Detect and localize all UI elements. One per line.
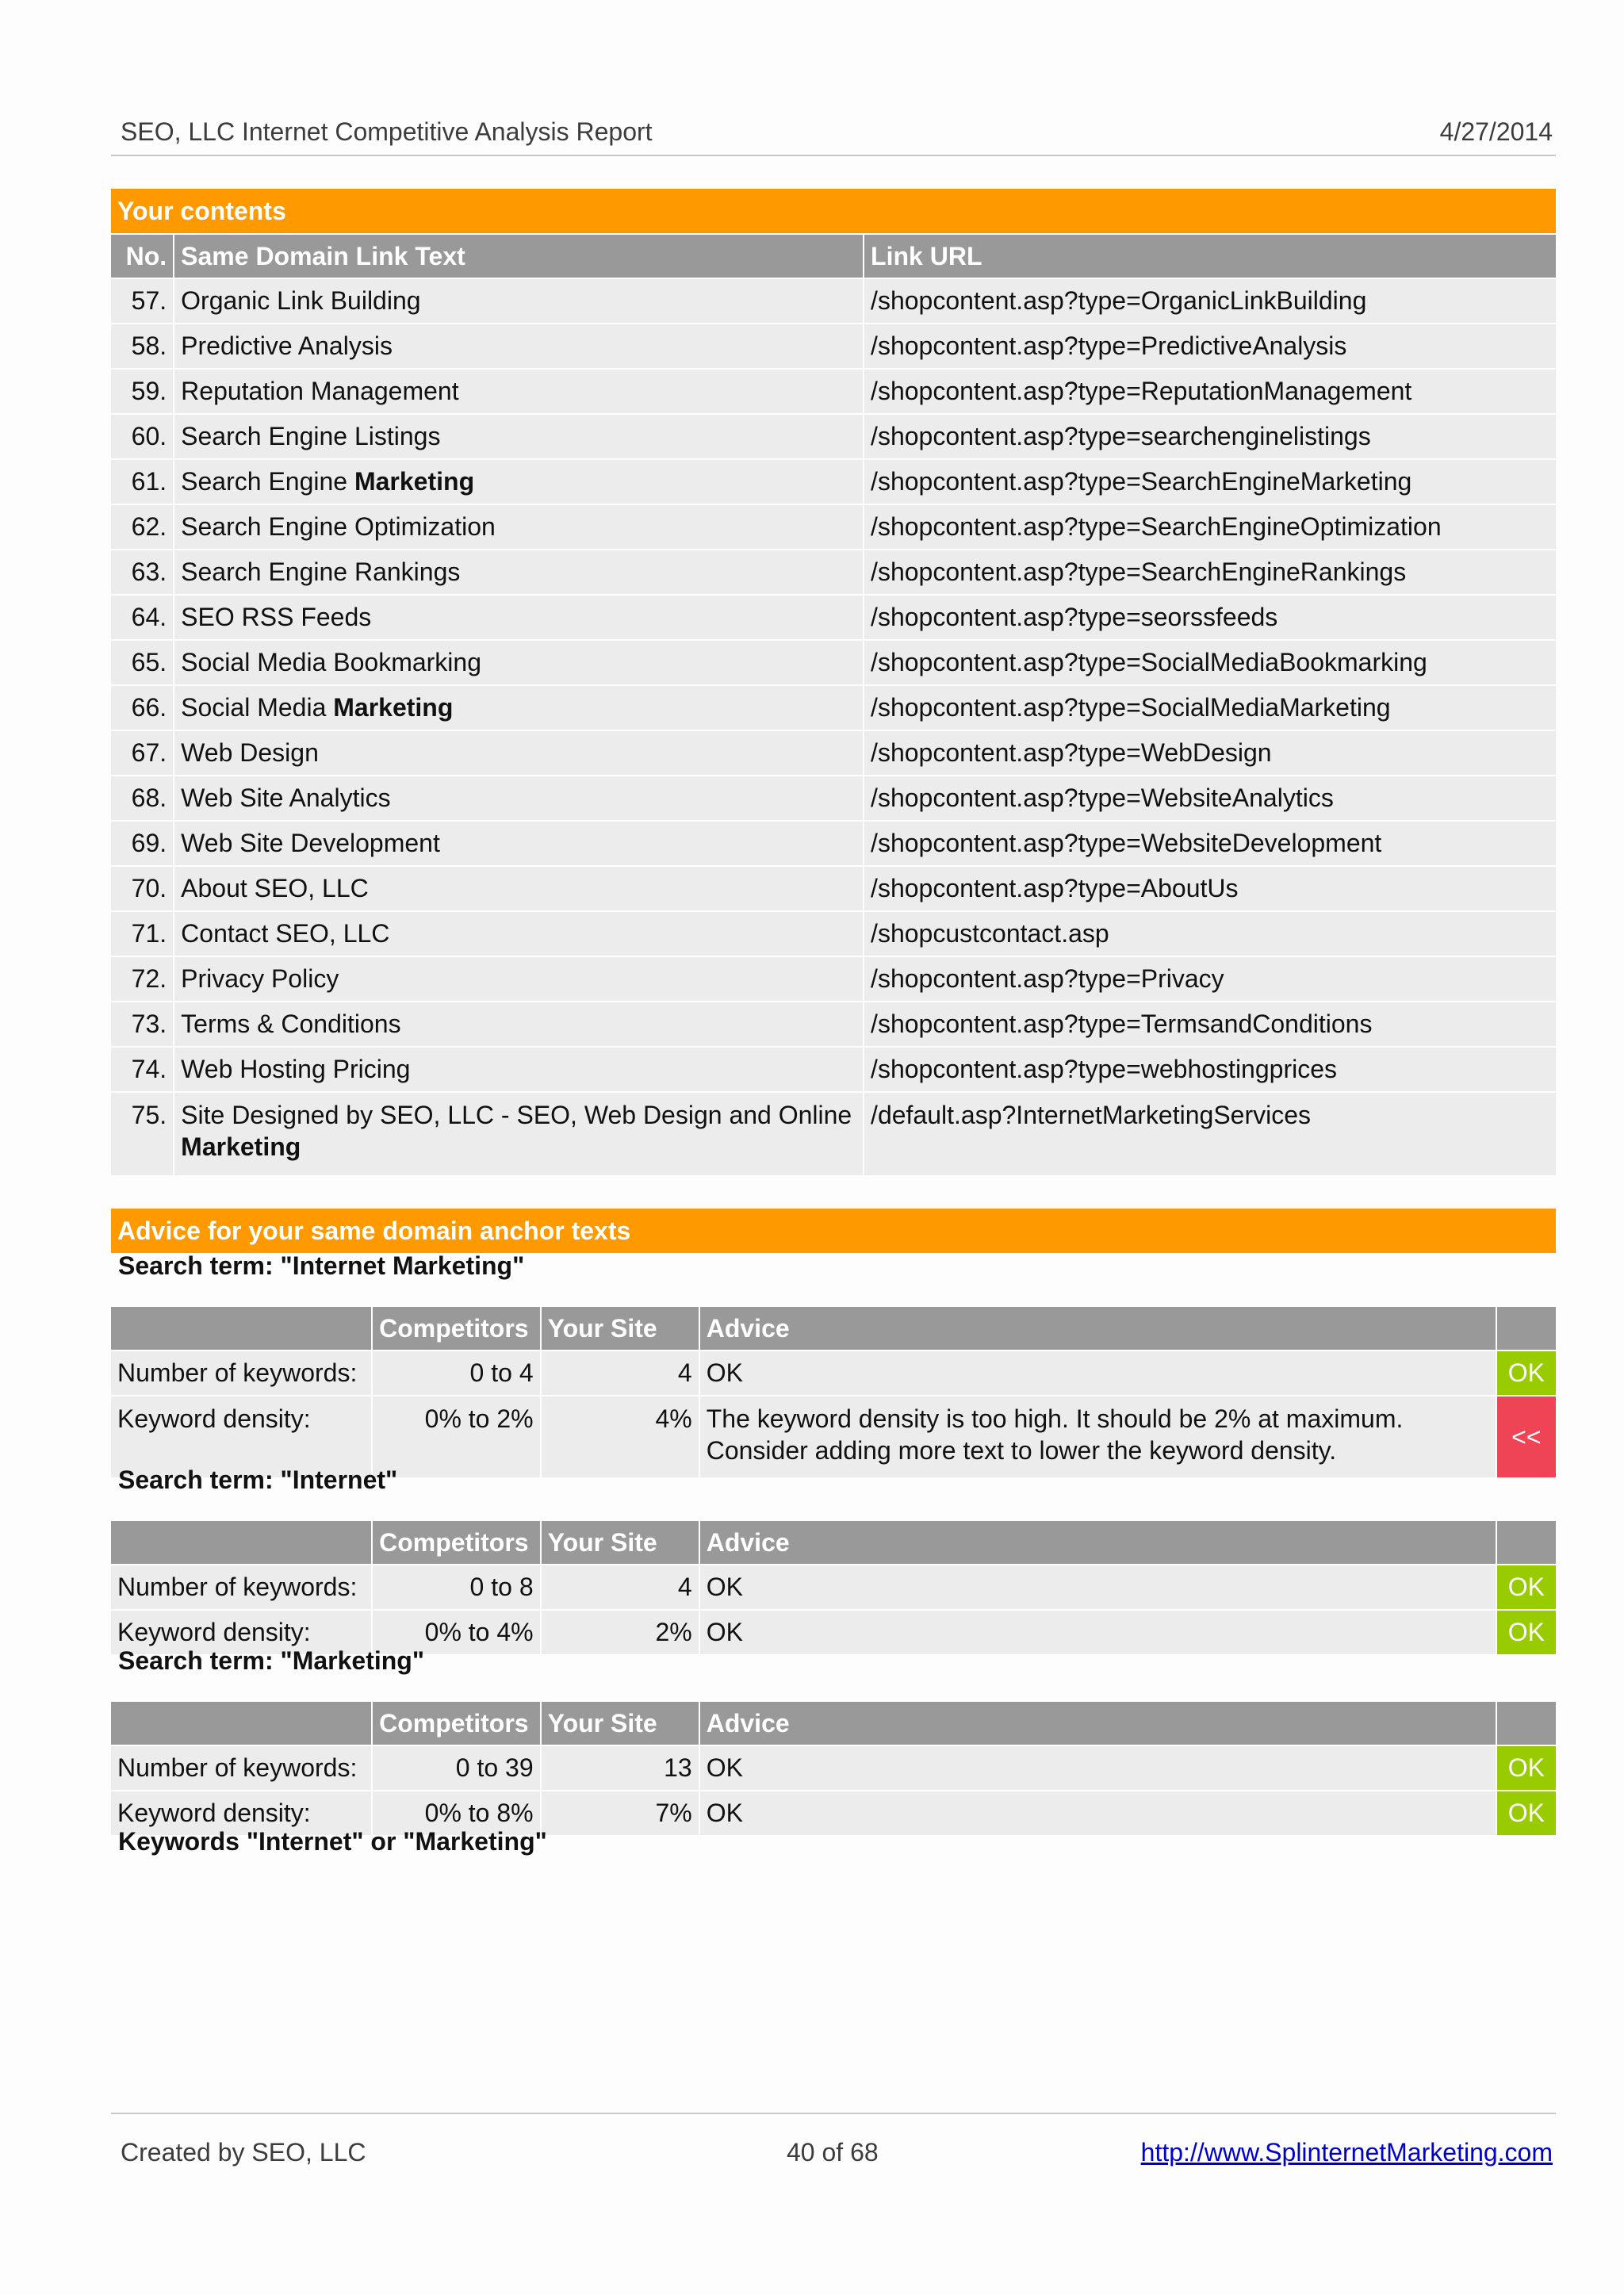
column-header-status xyxy=(1497,1521,1556,1564)
your-site-value: 7% xyxy=(542,1791,699,1835)
table-row xyxy=(111,912,1556,956)
table-row xyxy=(111,957,1556,1001)
footer-created-by: Created by SEO, LLC xyxy=(121,2138,366,2167)
column-header-advice: Advice xyxy=(700,1521,1496,1564)
row-number: 73. xyxy=(111,1002,173,1046)
page-footer xyxy=(121,2138,1553,2170)
column-header-competitors: Competitors xyxy=(373,1521,539,1564)
your-site-value: 13 xyxy=(542,1746,699,1790)
status-badge: OK xyxy=(1497,1791,1556,1835)
column-header-link-url: Link URL xyxy=(864,235,1556,278)
report-title: SEO, LLC Internet Competitive Analysis Report xyxy=(121,117,653,146)
link-text-plain: Site Designed by SEO, LLC - SEO, Web Design and Online xyxy=(181,1101,852,1129)
link-text-plain: About SEO, LLC xyxy=(181,874,369,902)
advice-table xyxy=(109,1519,1557,1656)
link-url: /shopcontent.asp?type=webhostingprices xyxy=(864,1048,1556,1091)
row-number: 74. xyxy=(111,1048,173,1091)
advice-text: OK xyxy=(700,1791,1496,1835)
link-url: /shopcontent.asp?type=PredictiveAnalysis xyxy=(864,324,1556,368)
link-text-bold: Marketing xyxy=(333,693,454,722)
link-text-plain: Web Site Analytics xyxy=(181,784,391,812)
status-badge: OK xyxy=(1497,1565,1556,1609)
link-text xyxy=(174,641,863,684)
link-text xyxy=(174,1093,863,1175)
table-row xyxy=(111,1048,1556,1091)
advice-section-header xyxy=(109,1207,1557,1255)
link-url: /shopcontent.asp?type=OrganicLinkBuilding xyxy=(864,279,1556,323)
your-site-value: 4 xyxy=(542,1351,699,1395)
contents-section-title: Your contents xyxy=(111,189,1556,233)
row-number: 60. xyxy=(111,415,173,458)
column-header-link-text: Same Domain Link Text xyxy=(174,235,863,278)
keywords-combined-label: Keywords "Internet" or "Marketing" xyxy=(118,1827,547,1856)
column-header-advice: Advice xyxy=(700,1307,1496,1350)
link-text-plain: Organic Link Building xyxy=(181,286,421,315)
table-row xyxy=(111,370,1556,413)
link-url: /shopcontent.asp?type=SocialMediaBookmarking xyxy=(864,641,1556,684)
link-text-plain: Predictive Analysis xyxy=(181,331,393,360)
advice-section-title: Advice for your same domain anchor texts xyxy=(111,1209,1556,1253)
link-text xyxy=(174,415,863,458)
search-term-label: Search term: "Internet" xyxy=(118,1466,398,1494)
advice-text: The keyword density is too high. It should be 2% at maximum. Consider adding more text to lower the keyword density. xyxy=(700,1397,1496,1477)
column-header-status xyxy=(1497,1307,1556,1350)
link-text xyxy=(174,370,863,413)
link-url: /shopcontent.asp?type=SearchEngineRankings xyxy=(864,550,1556,594)
advice-text: OK xyxy=(700,1351,1496,1395)
link-text xyxy=(174,686,863,730)
link-url: /shopcontent.asp?type=SearchEngineMarketing xyxy=(864,460,1556,504)
column-header-no: No. xyxy=(111,235,173,278)
row-number: 57. xyxy=(111,279,173,323)
row-number: 66. xyxy=(111,686,173,730)
link-url: /default.asp?InternetMarketingServices xyxy=(864,1093,1556,1175)
metric-label: Number of keywords: xyxy=(111,1351,371,1395)
link-text-plain: Web Site Development xyxy=(181,829,440,857)
link-text xyxy=(174,1048,863,1091)
status-badge: << xyxy=(1497,1397,1556,1477)
column-header-your-site: Your Site xyxy=(542,1702,699,1745)
row-number: 61. xyxy=(111,460,173,504)
row-number: 72. xyxy=(111,957,173,1001)
column-header-advice: Advice xyxy=(700,1702,1496,1745)
link-text xyxy=(174,279,863,323)
link-url: /shopcontent.asp?type=Privacy xyxy=(864,957,1556,1001)
link-text-plain: Reputation Management xyxy=(181,377,459,405)
row-number: 59. xyxy=(111,370,173,413)
link-text-plain: Terms & Conditions xyxy=(181,1010,401,1038)
link-text xyxy=(174,867,863,910)
link-url: /shopcontent.asp?type=seorssfeeds xyxy=(864,596,1556,639)
table-row xyxy=(111,1002,1556,1046)
link-text-bold: Marketing xyxy=(354,467,475,496)
search-term-label: Search term: "Internet Marketing" xyxy=(118,1251,525,1280)
table-row xyxy=(111,460,1556,504)
link-url: /shopcontent.asp?type=AboutUs xyxy=(864,867,1556,910)
row-number: 71. xyxy=(111,912,173,956)
advice-text: OK xyxy=(700,1746,1496,1790)
table-row xyxy=(111,686,1556,730)
advice-text: OK xyxy=(700,1565,1496,1609)
status-badge: OK xyxy=(1497,1611,1556,1654)
table-row xyxy=(111,279,1556,323)
link-text-plain: Search Engine Rankings xyxy=(181,557,461,586)
table-row xyxy=(111,505,1556,549)
link-text xyxy=(174,596,863,639)
competitors-value: 0% to 4% xyxy=(373,1611,539,1654)
column-header-your-site: Your Site xyxy=(542,1307,699,1350)
contents-rows xyxy=(111,279,1556,1175)
search-term-label: Search term: "Marketing" xyxy=(118,1646,425,1675)
report-date: 4/27/2014 xyxy=(1439,117,1553,146)
contents-table xyxy=(109,187,1557,1177)
metric-label: Keyword density: xyxy=(111,1791,371,1835)
link-url: /shopcontent.asp?type=SearchEngineOptimization xyxy=(864,505,1556,549)
competitors-value: 0 to 4 xyxy=(373,1351,539,1395)
page-header xyxy=(121,117,1553,147)
competitors-value: 0% to 8% xyxy=(373,1791,539,1835)
link-url: /shopcontent.asp?type=WebDesign xyxy=(864,731,1556,775)
table-row xyxy=(111,324,1556,368)
table-row xyxy=(111,550,1556,594)
table-row xyxy=(111,822,1556,865)
row-number: 69. xyxy=(111,822,173,865)
advice-text: OK xyxy=(700,1611,1496,1654)
link-text xyxy=(174,505,863,549)
link-text xyxy=(174,324,863,368)
row-number: 68. xyxy=(111,776,173,820)
metric-label: Number of keywords: xyxy=(111,1746,371,1790)
link-text-plain: Social Media Bookmarking xyxy=(181,648,481,676)
link-text-plain: SEO RSS Feeds xyxy=(181,603,372,631)
link-text xyxy=(174,1002,863,1046)
column-header-competitors: Competitors xyxy=(373,1307,539,1350)
link-text-plain: Search Engine Optimization xyxy=(181,512,496,541)
link-text-bold: Marketing xyxy=(181,1132,301,1161)
column-header-competitors: Competitors xyxy=(373,1702,539,1745)
column-header-status xyxy=(1497,1702,1556,1745)
link-text-plain: Search Engine Listings xyxy=(181,422,441,450)
competitors-value: 0 to 8 xyxy=(373,1565,539,1609)
link-text xyxy=(174,822,863,865)
table-row xyxy=(111,1093,1556,1175)
footer-divider xyxy=(111,2113,1556,2114)
table-row xyxy=(111,415,1556,458)
your-site-value: 4% xyxy=(542,1397,699,1477)
link-text xyxy=(174,776,863,820)
link-url: /shopcontent.asp?type=ReputationManagement xyxy=(864,370,1556,413)
row-number: 75. xyxy=(111,1093,173,1175)
column-header-metric xyxy=(111,1307,371,1350)
column-header-your-site: Your Site xyxy=(542,1521,699,1564)
footer-website-link[interactable]: http://www.SplinternetMarketing.com xyxy=(1140,2138,1553,2167)
row-number: 64. xyxy=(111,596,173,639)
row-number: 65. xyxy=(111,641,173,684)
row-number: 67. xyxy=(111,731,173,775)
table-row xyxy=(111,776,1556,820)
link-text xyxy=(174,460,863,504)
header-divider xyxy=(111,155,1556,156)
competitors-value: 0 to 39 xyxy=(373,1746,539,1790)
status-badge: OK xyxy=(1497,1351,1556,1395)
link-url: /shopcontent.asp?type=WebsiteDevelopment xyxy=(864,822,1556,865)
link-text xyxy=(174,731,863,775)
row-number: 62. xyxy=(111,505,173,549)
link-url: /shopcontent.asp?type=WebsiteAnalytics xyxy=(864,776,1556,820)
metric-label: Keyword density: xyxy=(111,1611,371,1654)
advice-table xyxy=(109,1305,1557,1479)
table-row xyxy=(111,596,1556,639)
table-row xyxy=(111,867,1556,910)
row-number: 58. xyxy=(111,324,173,368)
link-text xyxy=(174,550,863,594)
page-number: 40 of 68 xyxy=(787,2138,879,2167)
link-text-plain: Web Hosting Pricing xyxy=(181,1055,411,1083)
your-site-value: 4 xyxy=(542,1565,699,1609)
link-url: /shopcontent.asp?type=SocialMediaMarketing xyxy=(864,686,1556,730)
table-row xyxy=(111,731,1556,775)
status-badge: OK xyxy=(1497,1746,1556,1790)
row-number: 70. xyxy=(111,867,173,910)
row-number: 63. xyxy=(111,550,173,594)
link-text-plain: Web Design xyxy=(181,738,319,767)
link-text-plain: Search Engine xyxy=(181,467,354,496)
column-header-metric xyxy=(111,1702,371,1745)
metric-label: Number of keywords: xyxy=(111,1565,371,1609)
table-row xyxy=(111,641,1556,684)
link-url: /shopcontent.asp?type=TermsandConditions xyxy=(864,1002,1556,1046)
table-row xyxy=(111,1351,1556,1395)
column-header-metric xyxy=(111,1521,371,1564)
your-site-value: 2% xyxy=(542,1611,699,1654)
link-text xyxy=(174,957,863,1001)
link-text-plain: Contact SEO, LLC xyxy=(181,919,390,948)
link-text xyxy=(174,912,863,956)
table-row xyxy=(111,1746,1556,1790)
link-url: /shopcustcontact.asp xyxy=(864,912,1556,956)
link-text-plain: Privacy Policy xyxy=(181,964,339,993)
competitors-value: 0% to 2% xyxy=(373,1397,539,1477)
link-text-plain: Social Media xyxy=(181,693,334,722)
metric-label: Keyword density: xyxy=(111,1397,371,1477)
advice-table xyxy=(109,1700,1557,1837)
table-row xyxy=(111,1565,1556,1609)
link-url: /shopcontent.asp?type=searchenginelistings xyxy=(864,415,1556,458)
